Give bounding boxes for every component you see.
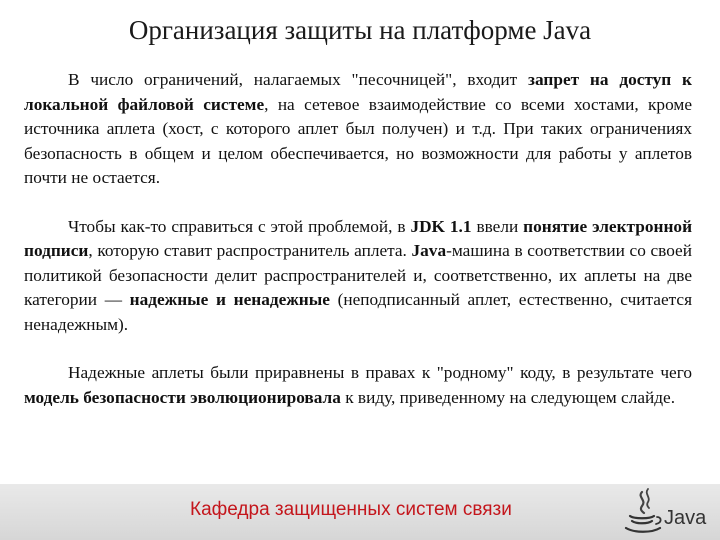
text-segment: Чтобы как-то справиться с этой проблемой, в [68, 216, 411, 236]
text-segment: к виду, приведенному на следующем слайде. [340, 387, 676, 407]
text-segment: ввели [471, 216, 524, 236]
java-logo-icon [620, 486, 716, 538]
text-segment: , на сетевое взаимодействие со всеми хостами, кроме источника аплета (хост, с которого аплет был получен) и т.д. При таких ограничениях безопасность в общем и целом обеспечивается, но возможности для работы у аплетов почти не остается. [24, 94, 692, 187]
emphasis-trusted-untrusted: надежные и ненадежные [129, 290, 330, 309]
paragraph-trusted-applets [24, 361, 692, 410]
slide-title: Организация защиты на платформе Java [128, 15, 592, 45]
text-segment: (неподписанный аплет, естественно, считается ненадежным). [24, 290, 693, 334]
footer-bar [0, 484, 720, 540]
department-name: Кафедра защищенных систем связи [190, 499, 512, 520]
text-segment: -машина в соответствии со своей политикой безопасности делит распространителей и, соответственно, их аплеты на две категории — [24, 241, 692, 309]
emphasis-digital-signature: понятие электронной подписи [24, 216, 693, 260]
emphasis-java: Java [411, 241, 447, 260]
text-segment: В число ограничений, налагаемых "песочницей", входит [68, 70, 529, 89]
java-logo-text: Java [664, 507, 707, 529]
emphasis-security-model: модель безопасности эволюционировала [24, 387, 341, 407]
paragraph-digital-signature [24, 215, 692, 338]
slide-body [24, 68, 692, 410]
emphasis-local-fs-ban: запрет на доступ к локальной файловой системе [24, 70, 693, 114]
text-segment: Надежные аплеты были приравнены в правах к "родному" коду, в результате чего [68, 363, 692, 382]
text-segment: , которую ставит распространитель аплета. [88, 241, 412, 260]
emphasis-jdk-version: JDK 1.1 [410, 216, 472, 236]
paragraph-sandbox-restrictions [24, 68, 692, 191]
